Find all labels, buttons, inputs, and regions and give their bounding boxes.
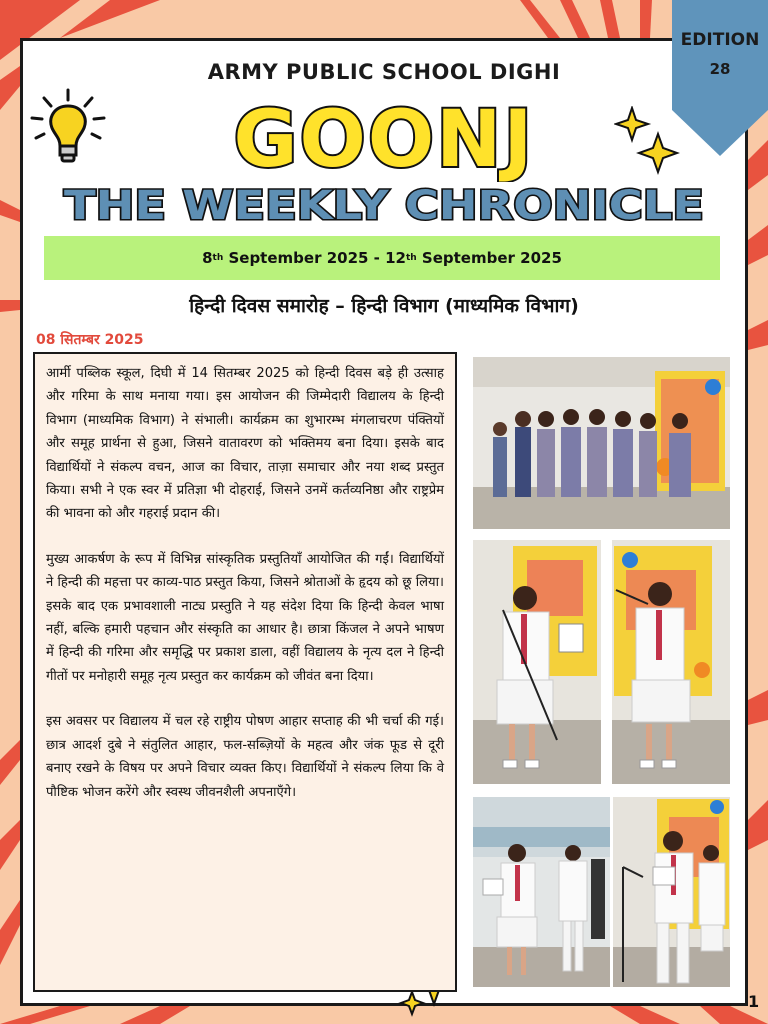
title-text: GOONJ <box>233 95 535 182</box>
date-start-rest: September 2025 - 12 <box>223 249 406 267</box>
article-paragraph: मुख्य आकर्षण के रूप में विभिन्न सांस्कृतिक प्रस्तुतियाँ आयोजित की गईं। विद्यार्थियों ने हिन्दी की महत्ता पर काव्य-पाठ प्रस्तुत किया, जिसने श्रोताओं के हृदय को छू लिया। इसके बाद एक प्रभावशाली नाट्य प्रस्तुति ने यह संदेश दिया कि हिन्दी केवल भाषा नहीं, बल्कि हमारी पहचान और संस्कृति का आधार है। छात्रा किंजल ने अपने भाषण में हिन्दी की गरिमा और समृद्धि पर प्रकाश डाला, वहीं विद्यालय के नृत्य दल ने हिन्दी गीतों पर मनोहारी समूह नृत्य प्रस्तुत कर कार्यक्रम को जीवंत बना दिया। <box>46 551 444 684</box>
date-end-sup: th <box>405 253 417 263</box>
date-start-sup: th <box>212 253 224 263</box>
date-start-day: 8 <box>202 249 213 267</box>
article-paragraph: आर्मी पब्लिक स्कूल, दिघी में 14 सितम्बर 2025 को हिन्दी दिवस बड़े ही उत्साह और गरिमा के साथ मनाया गया। इस आयोजन की जिम्मेदारी विद्यालय के हिन्दी विभाग (माध्यमिक विभाग) ने संभाली। कार्यक्रम का शुभारम्भ मंगलाचरण पंक्तियों और समूह प्रार्थना से हुआ, जिसने वातावरण को भक्तिमय बना दिया। इसके बाद विद्यार्थियों ने संकल्प वचन, आज का विचार, ताज़ा समाचार और नया शब्द प्रस्तुत किया। सभी ने एक स्वर में प्रतिज्ञा भी दोहराई, जिसने उनमें कर्तव्यनिष्ठा और राष्ट्रप्रेम की भावना को और गहराई प्रदान की। <box>46 366 444 522</box>
newsletter-subtitle <box>0 176 768 232</box>
photo-student-speech <box>473 540 601 784</box>
subtitle-text: THE WEEKLY CHRONICLE <box>64 183 704 229</box>
edition-number: 28 <box>709 60 731 78</box>
date-range-band <box>44 236 720 280</box>
photo-student-poem <box>612 540 730 784</box>
article-heading: हिन्दी दिवस समारोह – हिन्दी विभाग (माध्यमिक विभाग) <box>189 295 579 317</box>
article-body <box>33 352 457 992</box>
article-paragraph: इस अवसर पर विद्यालय में चल रहे राष्ट्रीय पोषण आहार सप्ताह की भी चर्चा की गई। छात्र आदर्श दुबे ने संतुलित आहार, फल-सब्ज़ियों के महत्व और जंक फूड से दूरी बनाए रखने के विषय पर अपने विचार व्यक्त किए। विद्यार्थियों ने संकल्प लिया कि वे पौष्टिक भोजन करेंगे और स्वस्थ जीवनशैली अपनाएँगे। <box>46 714 444 800</box>
date-end-rest: September 2025 <box>416 249 562 267</box>
school-name: ARMY PUBLIC SCHOOL DIGHI <box>207 60 561 84</box>
newsletter-title <box>0 92 768 182</box>
photo-nutrition-talk <box>473 797 610 987</box>
page-number: 1 <box>748 992 760 1011</box>
article-date: 08 सितम्बर 2025 <box>36 332 144 348</box>
photo-group-prayer <box>473 357 730 529</box>
edition-label: EDITION <box>680 30 760 50</box>
photo-stage-students <box>613 797 730 987</box>
